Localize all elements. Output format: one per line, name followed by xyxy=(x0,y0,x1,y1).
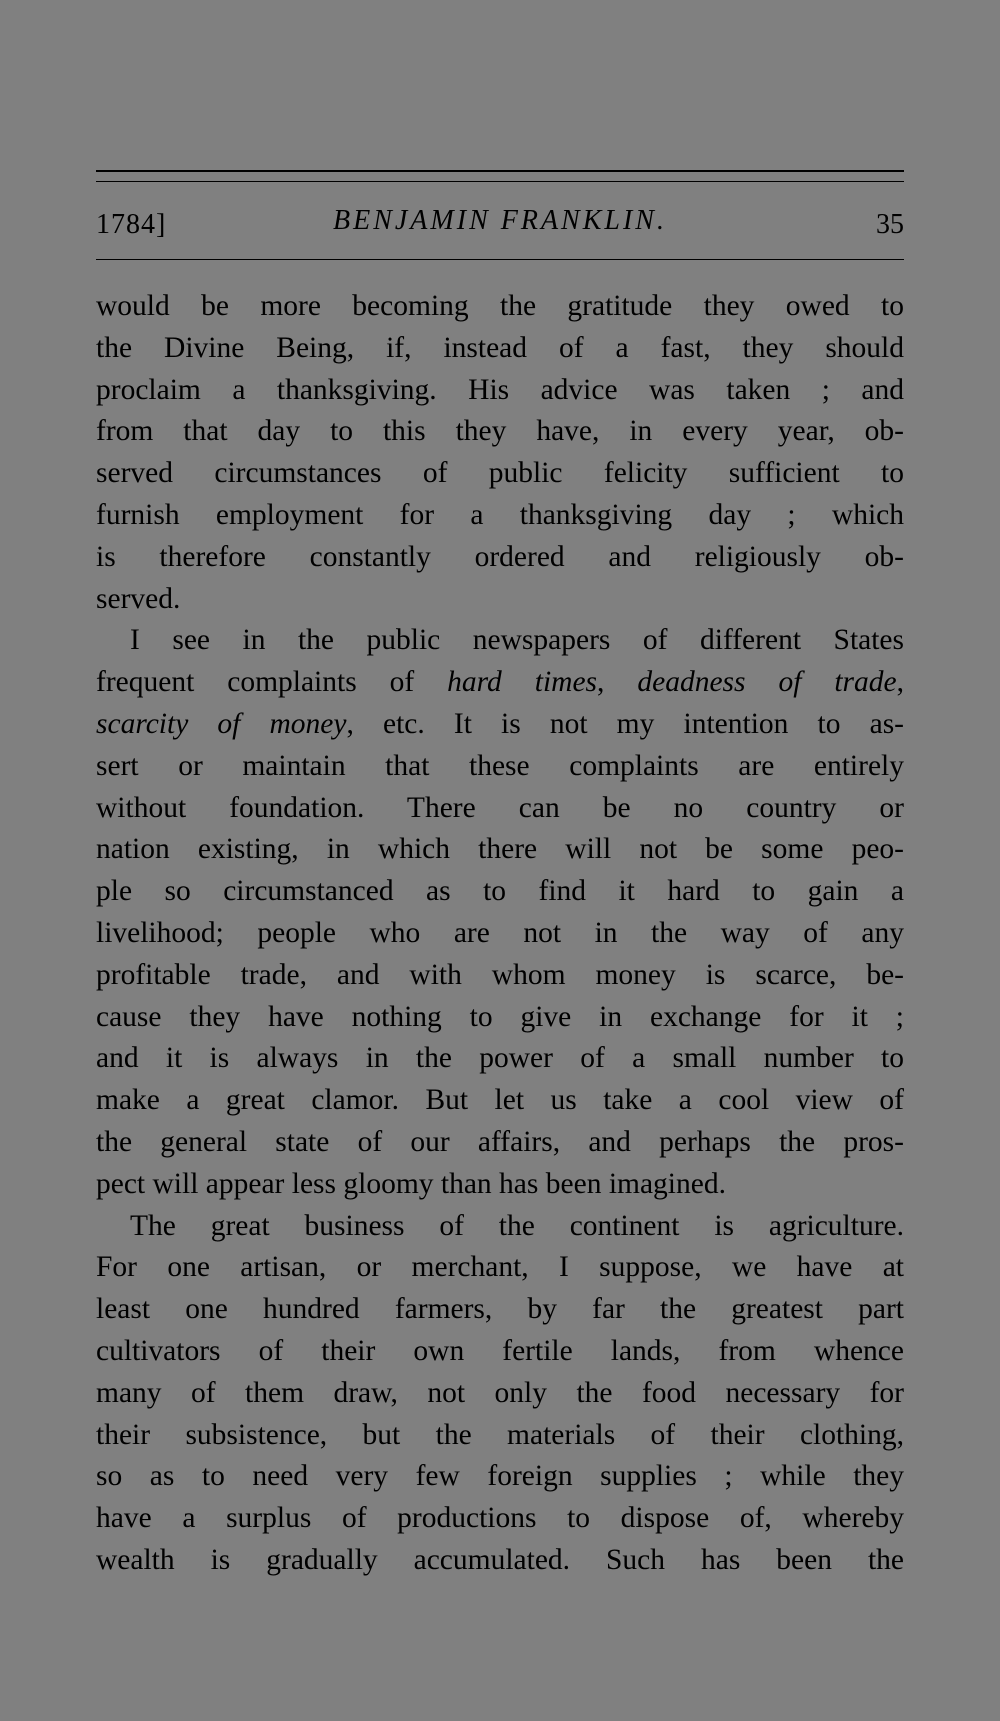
running-head-year: 1784] xyxy=(96,209,167,240)
text-run: , xyxy=(896,666,904,699)
text-line xyxy=(96,662,904,704)
page-number: 35 xyxy=(876,209,904,240)
body-text xyxy=(96,286,904,1582)
text-line: nation existing, in which there will not be some peo- xyxy=(96,833,904,866)
text-line: served. xyxy=(96,582,181,615)
italic-phrase: deadness of trade xyxy=(637,666,897,699)
text-line: I see in the public newspapers of different States xyxy=(130,624,904,657)
text-line: served circumstances of public felicity sufficient to xyxy=(96,457,904,490)
header-underline xyxy=(96,259,904,260)
text-line: cause they have nothing to give in exchange for it ; xyxy=(96,1000,904,1033)
text-line: For one artisan, or merchant, I suppose, we have at xyxy=(96,1251,904,1284)
text-run: , xyxy=(597,666,638,699)
text-run: , etc. It is not my intention to as- xyxy=(346,707,904,740)
text-line: proclaim a thanksgiving. His advice was taken ; and xyxy=(96,373,904,406)
running-head xyxy=(96,205,904,245)
paragraph-2 xyxy=(96,620,904,1205)
text-run: frequent complaints of xyxy=(96,666,448,699)
text-line: without foundation. There can be no country or xyxy=(96,791,904,824)
text-line xyxy=(96,704,904,746)
text-line: make a great clamor. But let us take a cool view of xyxy=(96,1084,904,1117)
text-line: from that day to this they have, in every year, ob- xyxy=(96,415,904,448)
text-line: would be more becoming the gratitude they owed to xyxy=(96,290,904,322)
text-line: ple so circumstanced as to find it hard to gain a xyxy=(96,875,904,908)
text-line: the Divine Being, if, instead of a fast, they should xyxy=(96,331,904,364)
text-line: The great business of the continent is agriculture. xyxy=(130,1209,904,1242)
text-line: so as to need very few foreign supplies ; while they xyxy=(96,1460,904,1493)
text-line: profitable trade, and with whom money is scarce, be- xyxy=(96,958,904,991)
text-line: wealth is gradually accumulated. Such has been the xyxy=(96,1543,904,1576)
text-line: pect will appear less gloomy than has been imagined. xyxy=(96,1167,726,1200)
running-head-title: BENJAMIN FRANKLIN. xyxy=(333,205,667,236)
text-line: least one hundred farmers, by far the greatest part xyxy=(96,1293,904,1326)
text-line: furnish employment for a thanksgiving day ; which xyxy=(96,498,904,531)
text-line: have a surplus of productions to dispose of, whereby xyxy=(96,1502,904,1535)
header-double-rule-top xyxy=(96,170,904,172)
text-line: cultivators of their own fertile lands, from whence xyxy=(96,1334,904,1367)
paragraph-1 xyxy=(96,286,904,620)
italic-phrase: hard times xyxy=(447,666,598,699)
text-line: sert or maintain that these complaints are entirely xyxy=(96,749,904,782)
italic-phrase: scarcity of money xyxy=(96,707,347,740)
text-line: the general state of our affairs, and perhaps the pros- xyxy=(96,1125,904,1158)
book-page xyxy=(96,0,904,1721)
text-line: many of them draw, not only the food necessary for xyxy=(96,1376,904,1409)
text-line: their subsistence, but the materials of their clothing, xyxy=(96,1418,904,1451)
header-double-rule-bottom xyxy=(96,181,904,182)
text-line: livelihood; people who are not in the way of any xyxy=(96,916,904,949)
paragraph-3 xyxy=(96,1206,904,1582)
text-line: and it is always in the power of a small number to xyxy=(96,1042,904,1075)
text-line: is therefore constantly ordered and religiously ob- xyxy=(96,540,904,573)
